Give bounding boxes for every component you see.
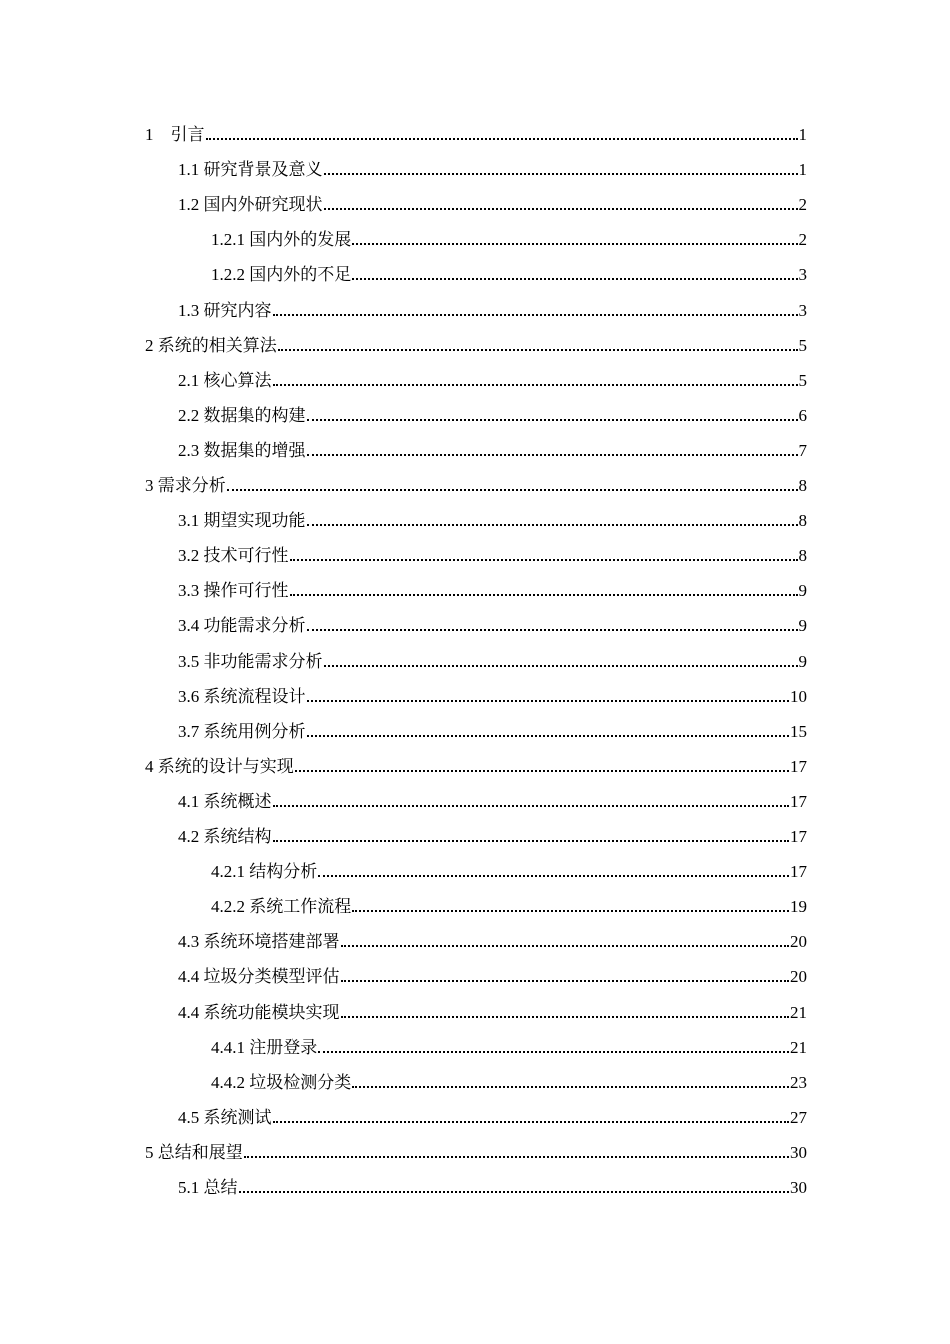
toc-dot-leader: [295, 768, 789, 772]
toc-entry-page-number: 6: [798, 405, 807, 425]
toc-entry-page-number: 8: [798, 511, 807, 531]
toc-entry-page-number: 2: [798, 195, 807, 215]
toc-entry-page-number: 5: [798, 335, 807, 355]
toc-entry-page-number: 1: [798, 125, 807, 144]
toc-dot-leader: [273, 1119, 790, 1123]
toc-dot-leader: [206, 136, 798, 140]
toc-dot-leader: [352, 241, 797, 245]
toc-entry[interactable]: [178, 501, 807, 531]
toc-dot-leader: [341, 943, 790, 947]
toc-entry[interactable]: [178, 1168, 807, 1198]
toc-entry-page-number: 17: [790, 756, 807, 776]
toc-entry-page-number: 19: [790, 897, 807, 917]
toc-entry-page-number: 10: [790, 686, 807, 706]
toc-entry[interactable]: [145, 115, 807, 145]
toc-entry-page-number: 27: [790, 1107, 807, 1127]
toc-entry-page-number: 7: [798, 440, 807, 460]
toc-entry[interactable]: [211, 1028, 807, 1058]
toc-entry[interactable]: [178, 677, 807, 707]
toc-dot-leader: [318, 1049, 789, 1053]
toc-entry[interactable]: [145, 1133, 807, 1163]
toc-entry-page-number: 9: [798, 651, 807, 671]
toc-entry-page-number: 21: [790, 1037, 807, 1057]
toc-dot-leader: [307, 417, 798, 421]
toc-entry[interactable]: [178, 922, 807, 952]
toc-entry-page-number: 21: [790, 1002, 807, 1022]
toc-entry[interactable]: [178, 536, 807, 566]
toc-entry-label: 2.3 数据集的增强: [178, 440, 306, 460]
toc-entry-label: 5 总结和展望: [145, 1142, 243, 1162]
toc-entry[interactable]: [178, 993, 807, 1023]
toc-dot-leader: [307, 698, 790, 702]
toc-dot-leader: [290, 592, 798, 596]
toc-entry-label: 4.4.1 注册登录: [211, 1037, 318, 1057]
toc-dot-leader: [324, 206, 798, 210]
toc-entry[interactable]: [211, 852, 807, 882]
toc-entry-label: 4.1 系统概述: [178, 791, 272, 811]
toc-entry-page-number: 20: [790, 932, 807, 952]
toc-entry-label: 2.2 数据集的构建: [178, 405, 306, 425]
toc-entry-label: 2 系统的相关算法: [145, 335, 277, 355]
toc-entry-label: 3.2 技术可行性: [178, 546, 289, 566]
toc-entry-label: 3.3 操作可行性: [178, 581, 289, 601]
toc-entry-label: 1 引言: [145, 125, 205, 144]
toc-entry-label: 3 需求分析: [145, 476, 226, 495]
toc-entry-page-number: 23: [790, 1072, 807, 1092]
toc-entry-page-number: 30: [790, 1178, 807, 1197]
toc-entry-page-number: 17: [790, 862, 807, 882]
toc-entry-page-number: 9: [798, 581, 807, 601]
toc-dot-leader: [273, 803, 790, 807]
toc-entry[interactable]: [178, 431, 807, 461]
toc-dot-leader: [307, 733, 790, 737]
toc-entry[interactable]: [178, 1098, 807, 1128]
toc-dot-leader: [239, 1189, 790, 1193]
toc-entry-label: 4.2 系统结构: [178, 827, 272, 846]
toc-entry-label: 2.1 核心算法: [178, 370, 272, 390]
toc-entry[interactable]: [145, 747, 807, 777]
toc-dot-leader: [341, 1014, 790, 1018]
toc-entry-page-number: 17: [790, 827, 807, 846]
toc-entry[interactable]: [211, 255, 807, 285]
toc-entry[interactable]: [178, 817, 807, 847]
toc-entry-label: 3.4 功能需求分析: [178, 616, 306, 636]
toc-dot-leader: [273, 312, 798, 316]
toc-entry[interactable]: [178, 291, 807, 321]
toc-entry-label: 3.7 系统用例分析: [178, 721, 306, 741]
toc-dot-leader: [307, 452, 798, 456]
toc-entry-page-number: 20: [790, 967, 807, 987]
toc-entry[interactable]: [178, 782, 807, 812]
toc-entry[interactable]: [178, 606, 807, 636]
toc-dot-leader: [273, 838, 790, 842]
toc-entry[interactable]: [178, 571, 807, 601]
toc-entry-page-number: 5: [798, 370, 807, 390]
toc-dot-leader: [324, 171, 798, 175]
toc-entry-label: 4.2.2 系统工作流程: [211, 897, 352, 917]
toc-dot-leader: [352, 908, 789, 912]
toc-entry-page-number: 8: [798, 476, 807, 495]
toc-dot-leader: [324, 663, 798, 667]
toc-entry-page-number: 1: [798, 160, 807, 180]
toc-entry[interactable]: [178, 642, 807, 672]
toc-entry-label: 4.4.2 垃圾检测分类: [211, 1072, 352, 1092]
toc-dot-leader: [307, 627, 798, 631]
toc-dot-leader: [278, 347, 798, 351]
toc-entry[interactable]: [211, 220, 807, 250]
toc-entry-label: 4.4 系统功能模块实现: [178, 1002, 340, 1022]
toc-entry-label: 4.3 系统环境搭建部署: [178, 932, 340, 952]
toc-entry[interactable]: [178, 185, 807, 215]
toc-entry-page-number: 17: [790, 791, 807, 811]
toc-entry-label: 3.5 非功能需求分析: [178, 651, 323, 671]
toc-entry-page-number: 15: [790, 721, 807, 741]
toc-entry[interactable]: [178, 150, 807, 180]
toc-entry-label: 5.1 总结: [178, 1178, 238, 1197]
toc-dot-leader: [290, 557, 798, 561]
toc-entry-page-number: 30: [790, 1142, 807, 1162]
toc-entry[interactable]: [178, 712, 807, 742]
toc-entry[interactable]: [178, 361, 807, 391]
toc-entry-label: 1.1 研究背景及意义: [178, 160, 323, 180]
toc-entry-page-number: 2: [798, 230, 807, 250]
toc-entry[interactable]: [145, 326, 807, 356]
toc-dot-leader: [318, 873, 789, 877]
toc-entry[interactable]: [178, 396, 807, 426]
toc-dot-leader: [341, 978, 790, 982]
toc-entry[interactable]: [211, 887, 807, 917]
toc-dot-leader: [244, 1154, 789, 1158]
toc-dot-leader: [227, 487, 798, 491]
toc-dot-leader: [352, 276, 797, 280]
toc-entry-label: 1.2 国内外研究现状: [178, 195, 323, 215]
toc-dot-leader: [273, 382, 798, 386]
toc-dot-leader: [352, 1084, 789, 1088]
toc-entry-label: 3.1 期望实现功能: [178, 511, 306, 531]
toc-entry-label: 4.4 垃圾分类模型评估: [178, 967, 340, 987]
toc-entry-label: 4 系统的设计与实现: [145, 756, 294, 776]
toc-entry[interactable]: [178, 957, 807, 987]
toc-entry[interactable]: [211, 1063, 807, 1093]
toc-entry-page-number: 3: [798, 265, 807, 285]
toc-entry-label: 1.3 研究内容: [178, 300, 272, 320]
toc-entry-label: 3.6 系统流程设计: [178, 686, 306, 706]
toc-entry-page-number: 3: [798, 300, 807, 320]
toc-entry-label: 4.2.1 结构分析: [211, 862, 318, 882]
toc-entry-page-number: 9: [798, 616, 807, 636]
toc-dot-leader: [307, 522, 798, 526]
toc-entry-label: 1.2.2 国内外的不足: [211, 265, 352, 285]
toc-entry[interactable]: [145, 466, 807, 496]
toc-entry-page-number: 8: [798, 546, 807, 566]
toc-entry-label: 1.2.1 国内外的发展: [211, 230, 352, 250]
toc-entry-label: 4.5 系统测试: [178, 1107, 272, 1127]
